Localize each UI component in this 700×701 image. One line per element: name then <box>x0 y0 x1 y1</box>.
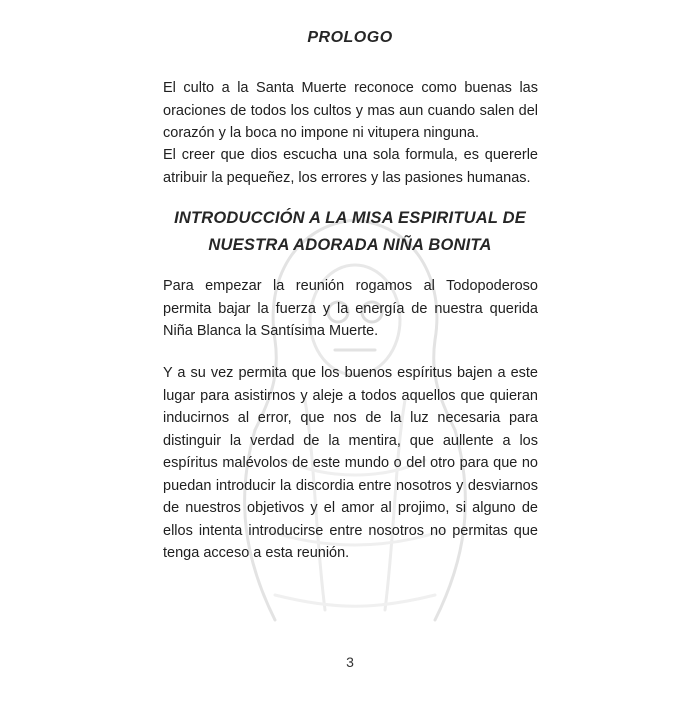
prologo-paragraph-2: El creer que dios escucha una sola formula, es quererle atribuir la pequeñez, los errores y las pasiones humanas. <box>163 147 538 186</box>
intro-paragraph-1: Para empezar la reunión rogamos al Todopoderoso permita bajar la fuerza y la energía de nuestra querida Niña Blanca la Santísima Muerte. <box>163 278 538 339</box>
intro-title-line-2: NUESTRA ADORADA NIÑA BONITA <box>208 236 492 254</box>
intro-title-line-1: INTRODUCCIÓN A LA MISA ESPIRITUAL DE <box>174 209 526 227</box>
page-number: 3 <box>346 654 354 670</box>
intro-paragraph-2: Y a su vez permita que los buenos espíritus bajen a este lugar para asistirnos y aleje a todos aquellos que quieran inducirnos al error, que nos de la luz necesaria para distinguir la verdad de la mentira, que aullente a los espíritus malévolos de este mundo o del otro para que no puedan introducir la discordia entre nosotros y desviarnos de nuestros objetivos y el amor al projimo, si alguno de ellos intenta introducirse entre nosotros no permitas que tenga acceso a esta reunión. <box>163 365 538 561</box>
intro-title <box>0 205 700 259</box>
prologo-paragraph-1: El culto a la Santa Muerte reconoce como buenas las oraciones de todos los cultos y mas aun cuando salen del corazón y la boca no impone ni vitupera ninguna. <box>163 80 538 141</box>
prologo-title: PROLOGO <box>307 29 393 46</box>
